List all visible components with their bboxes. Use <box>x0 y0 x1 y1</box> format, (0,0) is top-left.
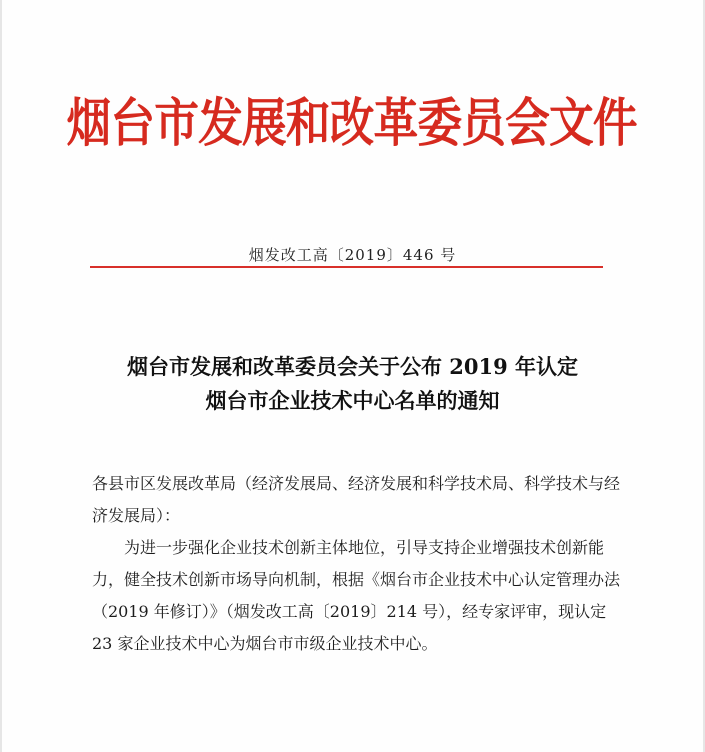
notice-title <box>0 350 705 418</box>
notice-title-line-1: 烟台市发展和改革委员会关于公布 2019 年认定 <box>126 354 579 379</box>
notice-body <box>92 468 622 660</box>
body-paragraph-1: 为进一步强化企业技术创新主体地位，引导支持企业增强技术创新能力，健全技术创新市场导向机制，根据《烟台市企业技术中心认定管理办法（2019 年修订）》（烟发改工高〔2019〕214 号），经专家评审，现认定 23 家企业技术中心为烟台市市级企业技术中心。 <box>92 538 621 653</box>
red-divider-line <box>90 266 603 268</box>
document-number: 烟发改工高〔2019〕446 号 <box>248 246 457 264</box>
recipients-paragraph: 各县市区发展改革局（经济发展局、经济发展和科学技术局、科学技术与经济发展局）： <box>92 474 621 525</box>
notice-title-line-2: 烟台市企业技术中心名单的通知 <box>205 388 500 413</box>
red-header-title: 烟台市发展和改革委员会文件 <box>66 94 637 154</box>
